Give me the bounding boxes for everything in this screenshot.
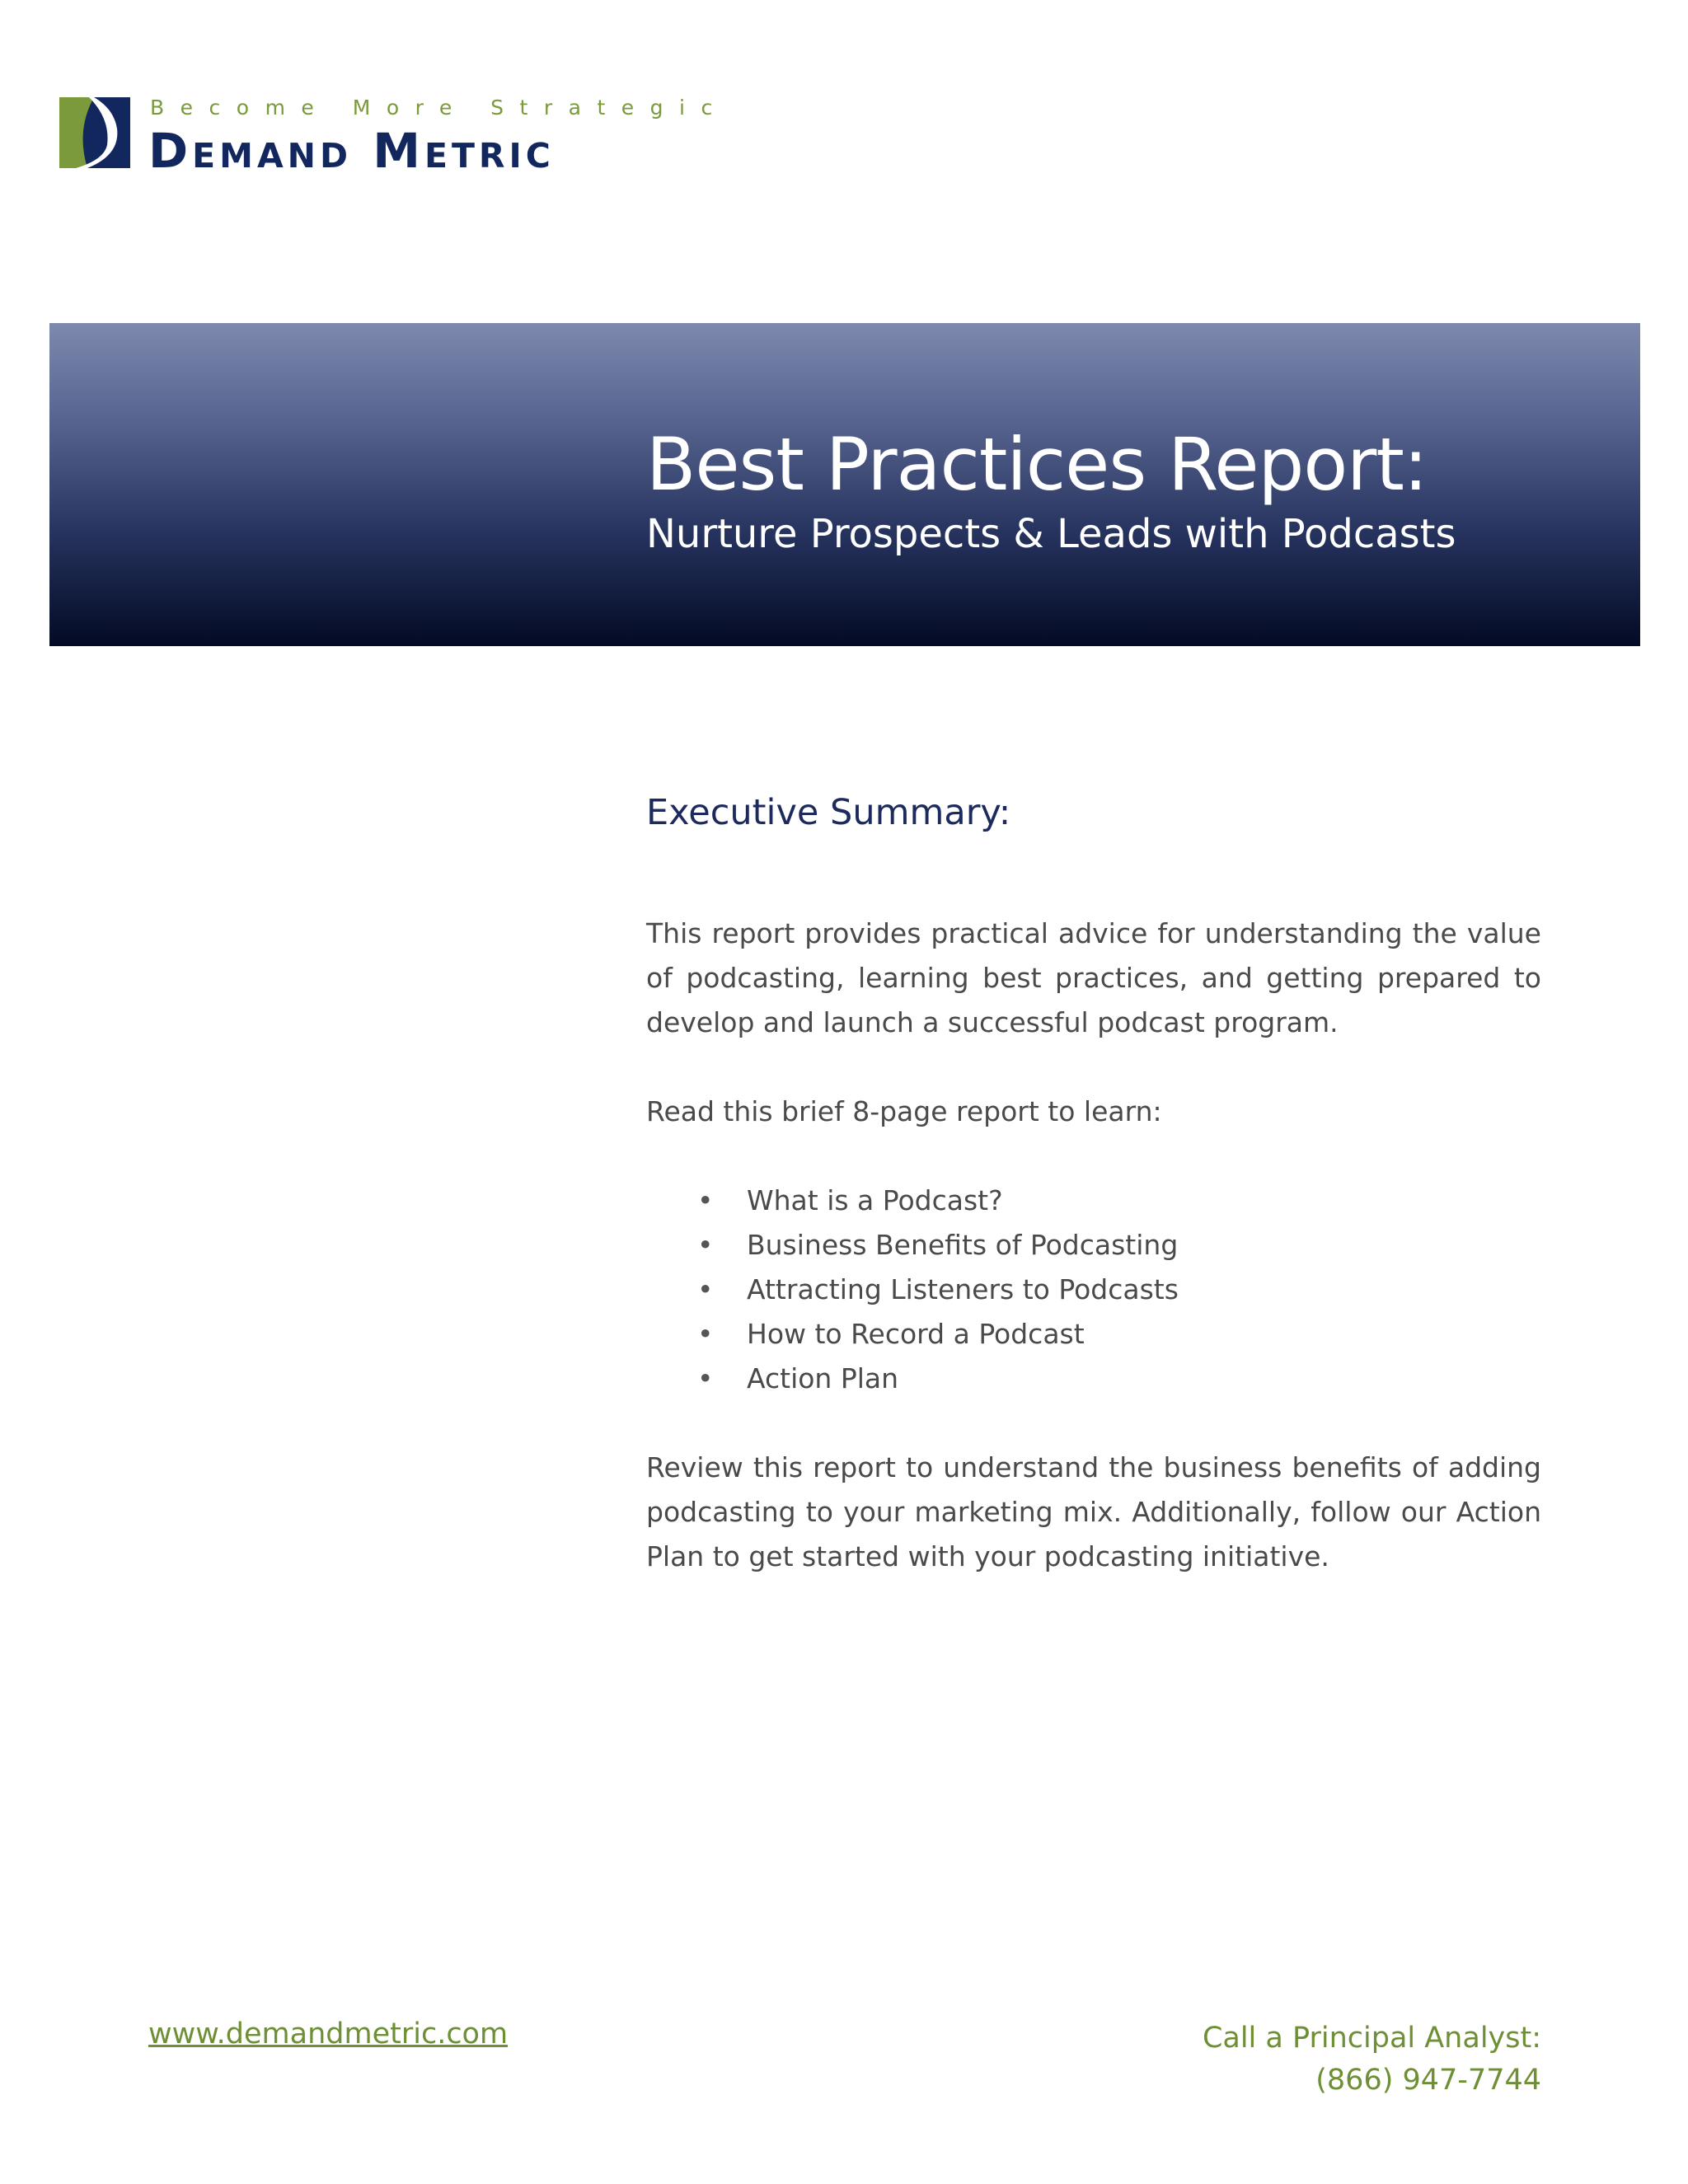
list-item <box>646 1312 1541 1357</box>
tagline: Become More Strategic <box>150 96 729 120</box>
brand-name: Demand Metric <box>148 123 555 179</box>
list-item <box>646 1223 1541 1268</box>
list-item-label: Attracting Listeners to Podcasts <box>747 1273 1179 1305</box>
bullet-icon: • <box>697 1318 714 1350</box>
list-item <box>646 1179 1541 1223</box>
website-link[interactable]: www.demandmetric.com <box>148 2018 509 2050</box>
list-item-label: Business Benefits of Podcasting <box>747 1229 1179 1261</box>
demand-metric-logo-icon <box>59 97 130 168</box>
lead-in-paragraph: Read this brief 8-page report to learn: <box>646 1095 1162 1127</box>
phone-number[interactable]: (866) 947-7744 <box>1315 2064 1541 2097</box>
list-item <box>646 1268 1541 1312</box>
bullet-icon: • <box>697 1362 714 1394</box>
title-banner <box>49 323 1640 646</box>
bullet-icon: • <box>697 1229 714 1261</box>
topic-list <box>646 1179 1541 1401</box>
executive-summary <box>646 790 1541 1624</box>
intro-paragraph: This report provides practical advice for understanding the value of podcasting, learning best practices, and getting prepared to develop and launch a successful podcast program. <box>646 917 1541 1038</box>
report-subtitle: Nurture Prospects & Leads with Podcasts <box>646 511 1456 557</box>
closing-paragraph: Review this report to understand the business benefits of adding podcasting to your marketing mix. Additionally, follow our Action Plan to get started with your podcasting initiative. <box>646 1451 1541 1572</box>
list-item-label: What is a Podcast? <box>747 1184 1003 1216</box>
section-heading: Executive Summary: <box>646 792 1011 833</box>
contact-block <box>1203 2018 1541 2102</box>
report-title: Best Practices Report: <box>646 422 1428 507</box>
call-label: Call a Principal Analyst: <box>1202 2022 1541 2055</box>
bullet-icon: • <box>697 1273 714 1305</box>
list-item-label: Action Plan <box>747 1362 899 1394</box>
logo <box>59 96 729 179</box>
list-item-label: How to Record a Podcast <box>747 1318 1085 1350</box>
bullet-icon: • <box>697 1184 714 1216</box>
list-item <box>646 1357 1541 1401</box>
